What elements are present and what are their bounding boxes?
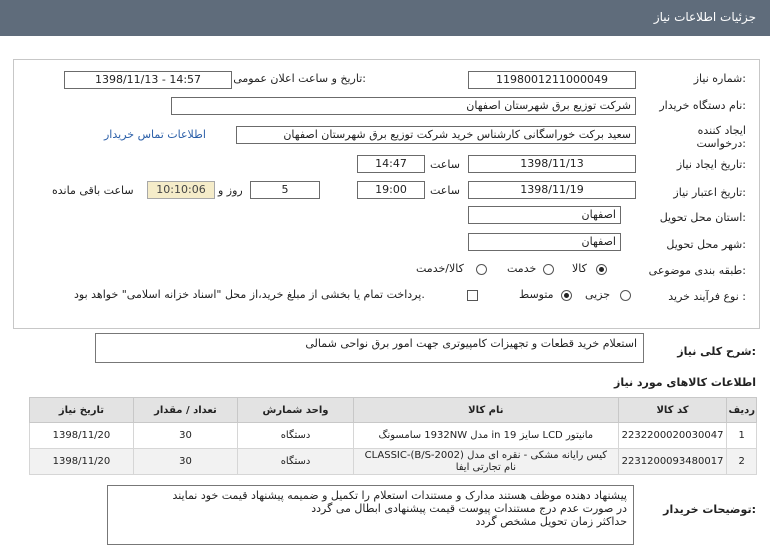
announce-datetime-field: 1398/11/13 - 14:57 — [64, 71, 232, 89]
city-field: اصفهان — [468, 233, 621, 251]
remaining-time-field: 10:10:06 — [147, 181, 215, 199]
remaining-days-field: 5 — [250, 181, 320, 199]
buyer-note-line: پیشنهاد دهنده موظف هستند مدارک و مستندات استعلام را تکمیل و ضمیمه پیشنهاد قیمت خود نمایند — [172, 489, 627, 502]
buyer-note-line: در صورت عدم درج مستندات پیوست قیمت پیشنهادی ابطال می گردد — [311, 502, 627, 515]
process-minor-label: جزیی — [585, 288, 611, 301]
validity-date-label: تاریخ اعتبار نیاز: — [673, 186, 746, 199]
cell-item-name: مانیتور LCD سایز 19 in مدل 1932NW سامسونگ — [354, 423, 619, 449]
cell-item-code: 2232200020030047 — [618, 423, 727, 449]
table-row — [30, 423, 757, 449]
requester-label: ایجاد کننده درخواست: — [696, 124, 746, 150]
cell-need-date: 1398/11/20 — [30, 449, 134, 475]
province-label: استان محل تحویل: — [659, 211, 746, 224]
cell-row-number: 2 — [727, 449, 757, 475]
category-goods-radio[interactable] — [596, 264, 607, 275]
created-time-label: ساعت — [430, 158, 460, 171]
buyer-notes-label: توضیحات خریدار: — [663, 503, 756, 516]
created-date-label: تاریخ ایجاد نیاز: — [676, 158, 746, 171]
validity-time-field: 19:00 — [357, 181, 425, 199]
page-title: جزئیات اطلاعات نیاز — [653, 10, 756, 24]
cell-quantity: 30 — [133, 449, 237, 475]
remaining-time-label: ساعت باقی مانده — [52, 184, 134, 197]
col-qty-header: تعداد / مقدار — [133, 398, 237, 423]
category-goods-service-label: کالا/خدمت — [416, 262, 464, 275]
created-time-field: 14:47 — [357, 155, 425, 173]
cell-item-name: کیس رایانه مشکی - نقره ای مدل CLASSIC-(B/S-2002) نام تجارتی ایفا — [354, 449, 619, 475]
buyer-org-label: نام دستگاه خریدار: — [659, 99, 746, 112]
validity-date-field: 1398/11/19 — [468, 181, 636, 199]
need-number-field: 1198001211000049 — [468, 71, 636, 89]
need-number-label: شماره نیاز: — [693, 72, 746, 85]
cell-row-number: 1 — [727, 423, 757, 449]
category-goods-service-radio[interactable] — [476, 264, 487, 275]
col-row-header: ردیف — [727, 398, 757, 423]
treasury-payment-note: پرداخت تمام یا بخشی از مبلغ خرید،از محل "اسناد خزانه اسلامی" خواهد بود. — [74, 288, 425, 301]
col-name-header: نام کالا — [354, 398, 619, 423]
buyer-notes-field — [107, 485, 634, 545]
category-label: طبقه بندی موضوعی: — [648, 264, 746, 277]
buyer-note-line: حداکثر زمان تحویل مشخص گردد — [475, 515, 627, 528]
category-service-radio[interactable] — [543, 264, 554, 275]
province-field: اصفهان — [468, 206, 621, 224]
requester-field: سعید برکت خوراسگانی کارشناس خرید شرکت توزیع برق شهرستان اصفهان — [236, 126, 636, 144]
page-header — [0, 0, 770, 36]
treasury-payment-checkbox[interactable] — [467, 290, 478, 301]
days-label: روز و — [218, 184, 243, 197]
process-minor-radio[interactable] — [620, 290, 631, 301]
purchase-process-label: نوع فرآیند خرید : — [668, 290, 746, 303]
city-label: شهر محل تحویل: — [666, 238, 746, 251]
items-table — [29, 397, 757, 475]
table-row — [30, 449, 757, 475]
buyer-contact-link[interactable]: اطلاعات تماس خریدار — [104, 128, 206, 141]
category-goods-label: کالا — [572, 262, 587, 275]
process-medium-label: متوسط — [519, 288, 554, 301]
col-unit-header: واحد شمارش — [238, 398, 354, 423]
buyer-org-field: شرکت توزیع برق شهرستان اصفهان — [171, 97, 636, 115]
created-date-field: 1398/11/13 — [468, 155, 636, 173]
summary-field: استعلام خرید قطعات و تجهیزات کامپیوتری جهت امور برق نواحی شمالی — [95, 333, 644, 363]
validity-time-label: ساعت — [430, 184, 460, 197]
process-medium-radio[interactable] — [561, 290, 572, 301]
cell-unit: دستگاه — [238, 423, 354, 449]
cell-need-date: 1398/11/20 — [30, 423, 134, 449]
announce-datetime-label: تاریخ و ساعت اعلان عمومی: — [233, 72, 366, 85]
summary-label: شرح کلی نیاز: — [677, 345, 756, 358]
cell-item-code: 2231200093480017 — [618, 449, 727, 475]
category-service-label: خدمت — [507, 262, 537, 275]
cell-quantity: 30 — [133, 423, 237, 449]
col-code-header: کد کالا — [618, 398, 727, 423]
items-section-title: اطلاعات کالاهای مورد نیاز — [614, 376, 756, 389]
cell-unit: دستگاه — [238, 449, 354, 475]
col-date-header: تاریخ نیاز — [30, 398, 134, 423]
